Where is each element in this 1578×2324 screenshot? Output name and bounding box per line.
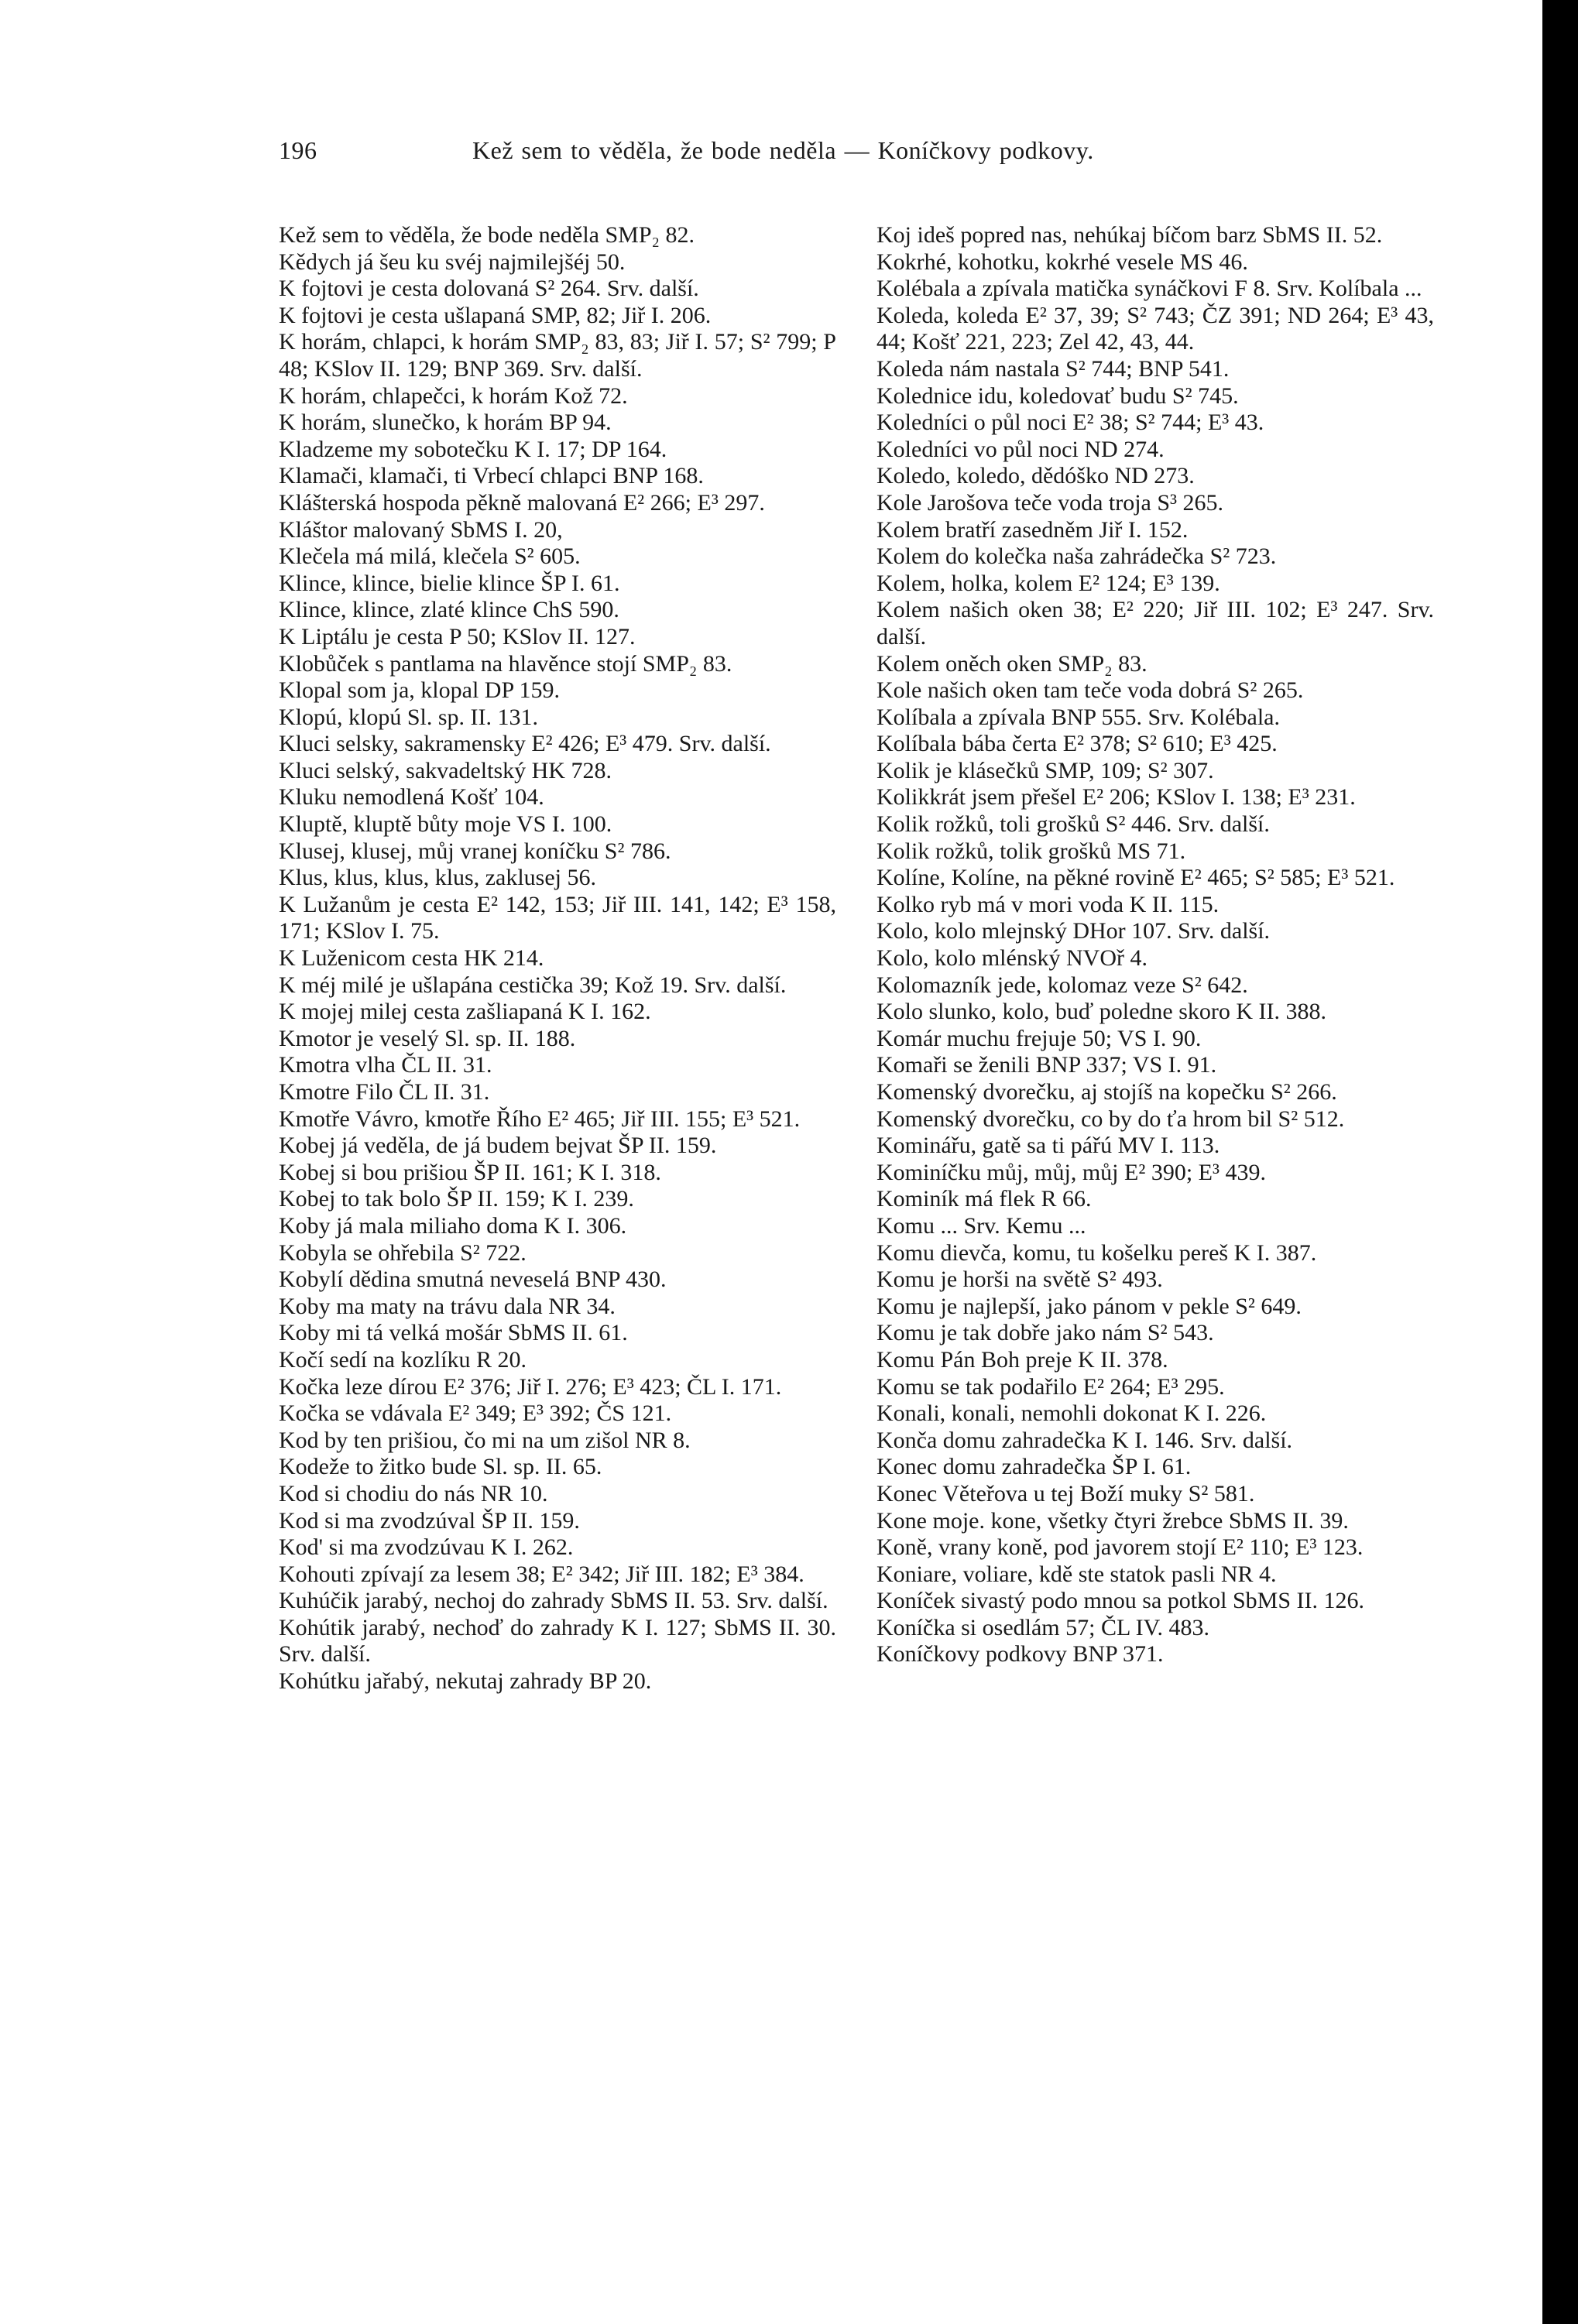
index-entry: K horám, chlapci, k horám SMP₂ 83, 83; Jiř I. 57; S² 799; P 48; KSlov II. 129; BNP 369. Srv. další.: [279, 329, 836, 382]
index-entry: Komu je najlepší, jako pánom v pekle S² 649.: [876, 1293, 1302, 1319]
index-entry: Koně, vrany koně, pod javorem stojí E² 110; E³ 123.: [876, 1534, 1364, 1561]
index-entry: Kolébala a zpívala matička synáčkovi F 8. Srv. Kolíbala ...: [876, 276, 1422, 302]
index-entry: Kole našich oken tam teče voda dobrá S² 265.: [876, 677, 1304, 704]
index-entry: Kod by ten prišiou, čo mi na um zišol NR 8.: [279, 1427, 691, 1453]
index-entry: Koby mi tá velká mošár SbMS II. 61.: [279, 1320, 628, 1346]
index-entry: Koledníci vo půl noci ND 274.: [876, 436, 1165, 462]
index-entry: Kež sem to věděla, že bode neděla SMP₂ 82.: [279, 222, 695, 248]
index-entry: K horám, chlapečci, k horám Kož 72.: [279, 382, 628, 409]
index-entry: K Liptálu je cesta P 50; KSlov II. 127.: [279, 623, 636, 650]
index-entry: Konec Věteřova u tej Boží muky S² 581.: [876, 1480, 1255, 1506]
index-entry: Kobej to tak bolo ŠP II. 159; K I. 239.: [279, 1186, 634, 1212]
index-entry: Kmotře Vávro, kmotře Řího E² 465; Jiř III. 155; E³ 521.: [279, 1105, 801, 1132]
index-entry: Kladzeme my sobotečku K I. 17; DP 164.: [279, 436, 667, 462]
index-entry: Klince, klince, bielie klince ŠP I. 61.: [279, 570, 620, 596]
index-column-left: [279, 222, 836, 1695]
index-entry: Koníčkovy podkovy BNP 371.: [876, 1641, 1164, 1668]
index-entry: Kluku nemodlená Košť 104.: [279, 784, 544, 811]
index-entry: Kominík má flek R 66.: [876, 1186, 1092, 1212]
index-entry: Klamači, klamači, ti Vrbecí chlapci BNP 168.: [279, 463, 704, 489]
index-entry: Koledníci o půl noci E² 38; S² 744; E³ 43.: [876, 410, 1264, 436]
index-entry: Koleda nám nastala S² 744; BNP 541.: [876, 355, 1230, 382]
index-entry: Kod si chodiu do nás NR 10.: [279, 1480, 548, 1506]
index-entry: Kohútik jarabý, nechoď do zahrady K I. 127; SbMS II. 30. Srv. další.: [279, 1614, 836, 1668]
index-entry: Kolik rožků, toli grošků S² 446. Srv. další.: [876, 811, 1270, 838]
index-entry: Komaři se ženili BNP 337; VS I. 91.: [876, 1052, 1217, 1078]
page-header: [279, 136, 1239, 175]
index-entry: Komu je horši na světě S² 493.: [876, 1267, 1163, 1293]
index-entry: Kědych já šeu ku svéj najmilejšéj 50.: [279, 249, 626, 275]
index-entry: Kodeže to žitko bude Sl. sp. II. 65.: [279, 1454, 602, 1480]
index-entry: Klusej, klusej, můj vranej koníčku S² 786.: [279, 838, 671, 864]
index-entry: Kohouti zpívají za lesem 38; E² 342; Jiř III. 182; E³ 384.: [279, 1561, 804, 1587]
index-entry: Kolednice idu, koledovať budu S² 745.: [876, 382, 1239, 409]
index-entry: Kolem, holka, kolem E² 124; E³ 139.: [876, 570, 1220, 596]
page-number: 196: [279, 136, 317, 164]
index-entry: Kmotor je veselý Sl. sp. II. 188.: [279, 1025, 576, 1051]
index-entry: K fojtovi je cesta ušlapaná SMP, 82; Jiř I. 206.: [279, 302, 712, 328]
index-entry: Kole Jarošova teče voda troja S³ 265.: [876, 489, 1224, 516]
index-entry: Kmotra vlha ČL II. 31.: [279, 1052, 492, 1078]
index-column-right: [876, 222, 1434, 1668]
index-entry: Komár muchu frejuje 50; VS I. 90.: [876, 1025, 1202, 1051]
index-entry: Kolko ryb má v mori voda K II. 115.: [876, 891, 1220, 917]
index-entry: Kod' si ma zvodzúvau K I. 262.: [279, 1534, 574, 1561]
index-entry: Koníček sivastý podo mnou sa potkol SbMS II. 126.: [876, 1588, 1364, 1614]
index-entry: Kolo, kolo mlénský NVOř 4.: [876, 945, 1147, 972]
index-entry: Kominíčku můj, můj, můj E² 390; E³ 439.: [876, 1159, 1266, 1185]
index-entry: Klobůček s pantlama na hlavěnce stojí SMP₂ 83.: [279, 650, 732, 677]
index-entry: Klečela má milá, klečela S² 605.: [279, 543, 581, 570]
index-entry: Klince, klince, zlaté klince ChS 590.: [279, 597, 619, 623]
index-entry: Komu se tak podařilo E² 264; E³ 295.: [876, 1373, 1225, 1400]
index-entry: Kolem oněch oken SMP₂ 83.: [876, 650, 1147, 677]
index-entry: Kolik rožků, tolik grošků MS 71.: [876, 838, 1186, 864]
running-title: Kež sem to věděla, že bode neděla — Koníčkovy podkovy.: [472, 136, 1094, 164]
index-entry: Klopal som ja, klopal DP 159.: [279, 677, 561, 704]
index-entry: Kolem do kolečka naša zahrádečka S² 723.: [876, 543, 1277, 570]
index-entry: Kobej si bou prišiou ŠP II. 161; K I. 318.: [279, 1159, 661, 1185]
index-entry: Koj ideš popred nas, nehúkaj bíčom barz SbMS II. 52.: [876, 222, 1383, 248]
index-entry: Kobylí dědina smutná neveselá BNP 430.: [279, 1267, 667, 1293]
index-entry: Kluptě, kluptě bůty moje VS I. 100.: [279, 811, 612, 838]
index-entry: Kolik je klásečků SMP, 109; S² 307.: [876, 757, 1214, 783]
index-entry: Komu ... Srv. Kemu ...: [876, 1212, 1086, 1239]
index-entry: Klus, klus, klus, klus, zaklusej 56.: [279, 865, 596, 891]
index-entry: Konec domu zahradečka ŠP I. 61.: [876, 1454, 1192, 1480]
index-entry: Kolikkrát jsem přešel E² 206; KSlov I. 138; E³ 231.: [876, 784, 1356, 811]
index-entry: Kolem našich oken 38; E² 220; Jiř III. 102; E³ 247. Srv. další.: [876, 597, 1434, 650]
index-entry: Kláštor malovaný SbMS I. 20,: [279, 516, 563, 543]
index-entry: K fojtovi je cesta dolovaná S² 264. Srv. další.: [279, 276, 699, 302]
index-entry: Konča domu zahradečka K I. 146. Srv. další.: [876, 1427, 1293, 1453]
index-entry: Koníčka si osedlám 57; ČL IV. 483.: [876, 1614, 1209, 1640]
index-entry: Kluci selský, sakvadeltský HK 728.: [279, 757, 612, 783]
index-entry: Kod si ma zvodzúval ŠP II. 159.: [279, 1507, 580, 1534]
index-entry: Kolíbala bába čerta E² 378; S² 610; E³ 425.: [876, 731, 1278, 757]
index-entry: K mojej milej cesta zašliapaná K I. 162.: [279, 999, 651, 1025]
index-entry: Kočí sedí na kozlíku R 20.: [279, 1346, 527, 1373]
index-entry: Komenský dvorečku, co by do ťa hrom bil S² 512.: [876, 1105, 1345, 1132]
index-entry: Koby já mala miliaho doma K I. 306.: [279, 1212, 627, 1239]
index-entry: Kolo, kolo mlejnský DHor 107. Srv. další.: [876, 918, 1271, 944]
index-entry: Kluci selsky, sakramensky E² 426; E³ 479. Srv. další.: [279, 731, 771, 757]
index-entry: Kolomazník jede, kolomaz veze S² 642.: [876, 972, 1248, 998]
index-entry: Kolem bratří zasedněm Jiř I. 152.: [876, 516, 1189, 543]
index-entry: Komu Pán Boh preje K II. 378.: [876, 1346, 1168, 1373]
index-entry: Kolo slunko, kolo, buď poledne skoro K II. 388.: [876, 999, 1327, 1025]
index-entry: Kone moje. kone, všetky čtyri žrebce SbMS II. 39.: [876, 1507, 1349, 1534]
index-entry: Koledo, koledo, dědóško ND 273.: [876, 463, 1195, 489]
index-entry: Kočka leze dírou E² 376; Jiř I. 276; E³ 423; ČL I. 171.: [279, 1373, 782, 1400]
index-entry: Kominářu, gatě sa ti pářú MV I. 113.: [876, 1133, 1220, 1159]
index-entry: K Luženicom cesta HK 214.: [279, 945, 544, 972]
index-entry: Klášterská hospoda pěkně malovaná E² 266; E³ 297.: [279, 489, 765, 516]
index-entry: K méj milé je ušlapána cestička 39; Kož 19. Srv. další.: [279, 972, 787, 998]
index-entry: Kobyla se ohřebila S² 722.: [279, 1239, 527, 1266]
index-entry: Kobej já veděla, de já budem bejvat ŠP II. 159.: [279, 1133, 717, 1159]
index-entry: Komu dievča, komu, tu košelku pereš K I. 387.: [876, 1239, 1317, 1266]
index-entry: K Lužanům je cesta E² 142, 153; Jiř III. 141, 142; E³ 158, 171; KSlov I. 75.: [279, 891, 836, 944]
index-entry: Kokrhé, kohotku, kokrhé vesele MS 46.: [876, 249, 1248, 275]
index-entry: K horám, slunečko, k horám BP 94.: [279, 410, 612, 436]
index-entry: Kolíbala a zpívala BNP 555. Srv. Kolébala.: [876, 704, 1280, 730]
index-entry: Kmotre Filo ČL II. 31.: [279, 1079, 490, 1105]
index-entry: Kuhúčik jarabý, nechoj do zahrady SbMS II. 53. Srv. další.: [279, 1588, 828, 1614]
index-entry: Komenský dvorečku, aj stojíš na kopečku S² 266.: [876, 1079, 1337, 1105]
index-entry: Kočka se vdávala E² 349; E³ 392; ČS 121.: [279, 1400, 672, 1427]
index-entry: Koby ma maty na trávu dala NR 34.: [279, 1293, 616, 1319]
index-entry: Konali, konali, nemohli dokonat K I. 226.: [876, 1400, 1267, 1427]
index-entry: Koniare, voliare, kdě ste statok pasli NR 4.: [876, 1561, 1277, 1587]
index-entry: Koleda, koleda E² 37, 39; S² 743; ČZ 391; ND 264; E³ 43, 44; Košť 221, 223; Zel 42, 43, 44.: [876, 302, 1434, 355]
index-entry: Kohútku jařabý, nekutaj zahrady BP 20.: [279, 1668, 652, 1695]
index-entry: Kolíne, Kolíne, na pěkné rovině E² 465; S² 585; E³ 521.: [876, 865, 1395, 891]
index-entry: Klopú, klopú Sl. sp. II. 131.: [279, 704, 539, 730]
index-entry: Komu je tak dobře jako nám S² 543.: [876, 1320, 1214, 1346]
